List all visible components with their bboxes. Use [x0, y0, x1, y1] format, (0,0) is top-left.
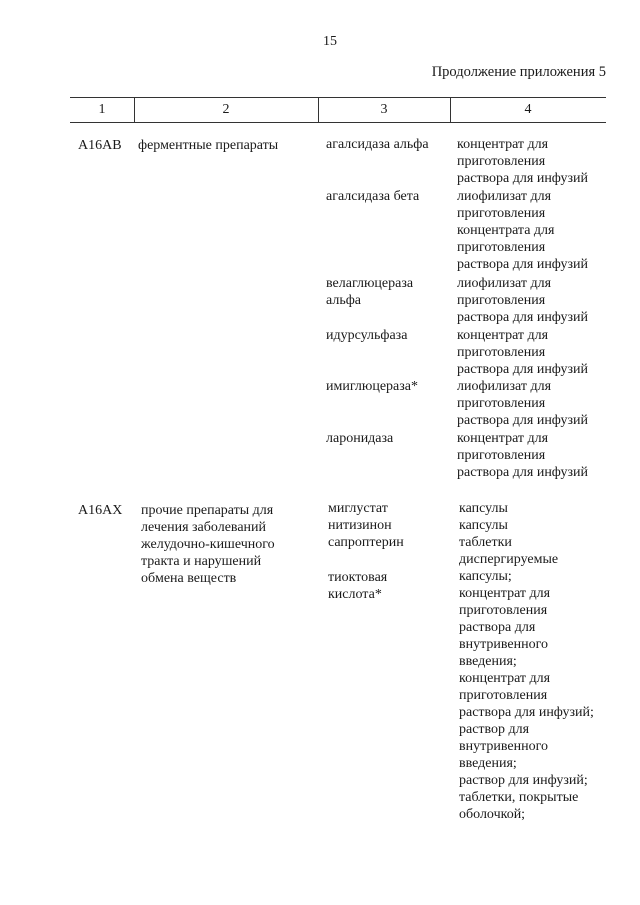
- drug-name: [326, 275, 413, 309]
- drug-name-line: агалсидаза альфа: [326, 137, 429, 152]
- pharm-group: [138, 137, 278, 154]
- dosage-form-line: раствора для инфузий: [457, 362, 589, 377]
- dosage-form-line: раствора для инфузий: [457, 171, 589, 186]
- dosage-form-line: раствор для: [459, 722, 530, 737]
- header-col-2: 2: [222, 102, 230, 117]
- drug-name-line: ларонидаза: [326, 431, 394, 446]
- dosage-forms: [459, 500, 594, 823]
- dosage-form-line: концентрат для: [457, 328, 549, 343]
- drug-name-line: сапроптерин: [328, 535, 404, 550]
- continuation-title: Продолжение приложения 5: [431, 64, 606, 80]
- dosage-form-line: приготовления: [457, 240, 546, 255]
- dosage-form-line: диспергируемые: [459, 552, 559, 567]
- dosage-forms: [457, 327, 588, 378]
- dosage-form-line: таблетки: [459, 535, 512, 550]
- dosage-form-line: приготовления: [457, 345, 546, 360]
- dosage-form-line: лиофилизат для: [457, 379, 552, 394]
- dosage-form-line: капсулы: [459, 518, 508, 533]
- dosage-form-line: внутривенного: [459, 739, 549, 754]
- atc-code-text: A16AB: [78, 138, 122, 153]
- dosage-form-line: раствора для инфузий: [457, 310, 589, 325]
- drug-name: [326, 430, 393, 447]
- dosage-form-line: приготовления: [457, 293, 546, 308]
- drug-name: [326, 378, 418, 395]
- dosage-form-line: таблетки, покрытые: [459, 790, 579, 805]
- pharm-group-line: лечения заболеваний: [141, 520, 267, 535]
- dosage-form-line: раствора для инфузий: [457, 257, 589, 272]
- pharm-group-line: обмена веществ: [141, 571, 237, 586]
- drug-name-line: тиоктовая: [328, 570, 388, 585]
- drug-name: [328, 500, 404, 551]
- dosage-form-line: приготовления: [457, 206, 546, 221]
- drug-name: [326, 327, 407, 344]
- pharm-group-line: желудочно-кишечного: [141, 537, 275, 552]
- drug-name: [326, 136, 429, 153]
- header-col-1: 1: [98, 102, 106, 117]
- dosage-form-line: концентрата для: [457, 223, 555, 238]
- drug-name-line: кислота*: [328, 587, 382, 602]
- pharm-group-line: тракта и нарушений: [141, 554, 262, 569]
- dosage-form-line: капсулы;: [459, 569, 512, 584]
- drug-name: [328, 569, 387, 603]
- dosage-form-line: оболочкой;: [459, 807, 526, 822]
- dosage-forms: [457, 430, 588, 481]
- dosage-form-line: лиофилизат для: [457, 276, 552, 291]
- atc-code: [78, 137, 122, 154]
- atc-code-text: A16AX: [78, 503, 123, 518]
- drug-name-line: нитизинон: [328, 518, 392, 533]
- dosage-form-line: концентрат для: [457, 431, 549, 446]
- dosage-form-line: введения;: [459, 756, 517, 771]
- drug-name-line: миглустат: [328, 501, 388, 516]
- dosage-form-line: концентрат для: [459, 586, 551, 601]
- drug-name-line: альфа: [326, 293, 361, 308]
- dosage-form-line: введения;: [459, 654, 517, 669]
- atc-code: [78, 502, 122, 519]
- dosage-form-line: внутривенного: [459, 637, 549, 652]
- dosage-form-line: приготовления: [459, 603, 548, 618]
- dosage-form-line: раствора для инфузий: [457, 465, 589, 480]
- header-col-4: 4: [524, 102, 532, 117]
- dosage-form-line: капсулы: [459, 501, 508, 516]
- dosage-form-line: раствора для инфузий: [457, 413, 589, 428]
- dosage-form-line: приготовления: [457, 396, 546, 411]
- pharm-group: [141, 502, 275, 587]
- dosage-form-line: раствор для инфузий;: [459, 773, 588, 788]
- dosage-forms: [457, 275, 588, 326]
- pharm-group-line: прочие препараты для: [141, 503, 274, 518]
- drug-name-line: имиглюцераза*: [326, 379, 418, 394]
- dosage-form-line: раствора для инфузий;: [459, 705, 594, 720]
- dosage-form-line: концентрат для: [457, 137, 549, 152]
- drug-name-line: идурсульфаза: [326, 328, 408, 343]
- table-header-row: [70, 97, 606, 123]
- dosage-form-line: приготовления: [457, 448, 546, 463]
- dosage-form-line: приготовления: [457, 154, 546, 169]
- pharm-group-line: ферментные препараты: [138, 138, 279, 153]
- header-col-3: 3: [380, 102, 388, 117]
- dosage-forms: [457, 188, 588, 273]
- drug-name: [326, 188, 419, 205]
- dosage-form-line: лиофилизат для: [457, 189, 552, 204]
- drug-name-line: велаглюцераза: [326, 276, 414, 291]
- dosage-forms: [457, 136, 588, 187]
- page-number: 15: [323, 34, 337, 49]
- drug-name-line: агалсидаза бета: [326, 189, 420, 204]
- dosage-form-line: концентрат для: [459, 671, 551, 686]
- dosage-form-line: приготовления: [459, 688, 548, 703]
- dosage-form-line: раствора для: [459, 620, 536, 635]
- dosage-forms: [457, 378, 588, 429]
